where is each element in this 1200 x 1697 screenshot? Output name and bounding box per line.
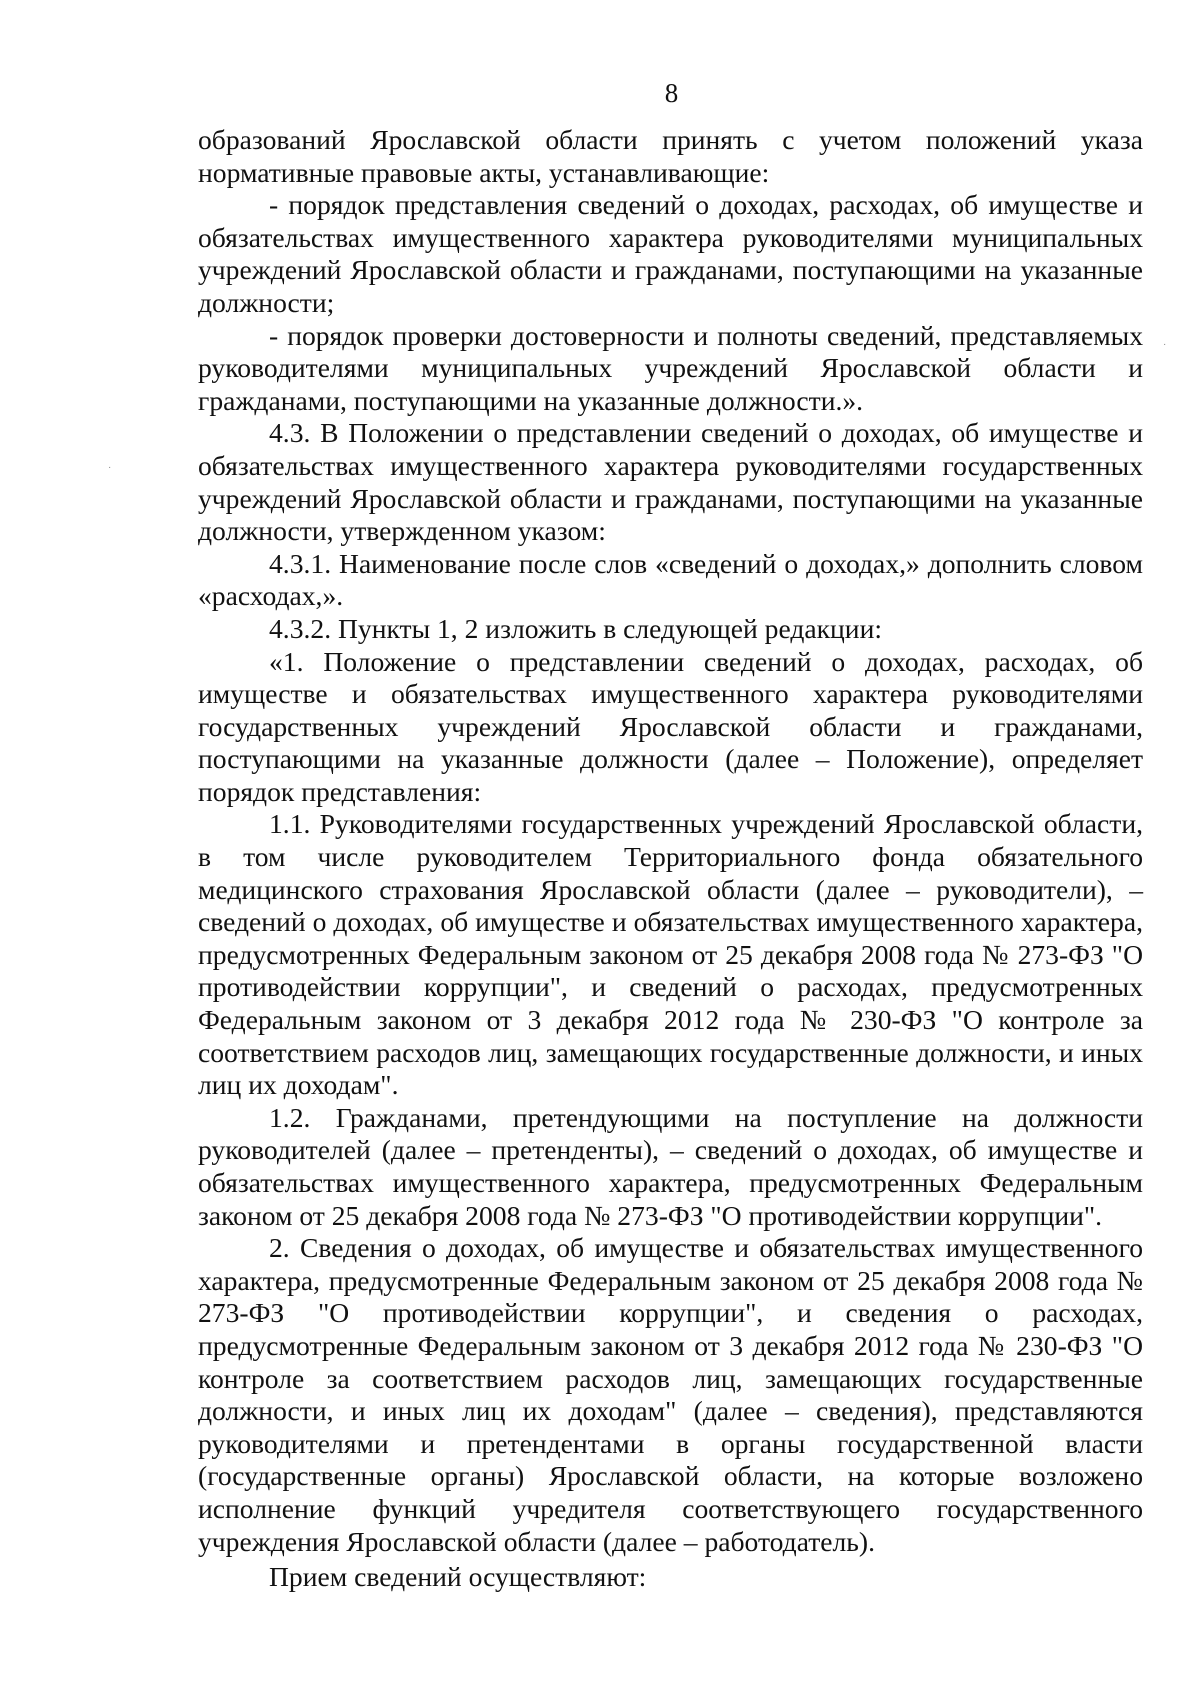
paragraph-point-1-1: 1.1. Руководителями государственных учреждений Ярославской области, в том числе руководителем Территориального фонда обязательного медицинского страхования Ярославской области (далее – руководители), – сведений о доходах, об имуществе и обязательствах имущественного характера, предусмотренных Федеральным законом от 25 декабря 2008 года № 273-ФЗ "О противодействии коррупции", и сведений о расходах, предусмотренных Федеральным законом от 3 декабря 2012 года № 230-ФЗ "О контроле за соответствием расходов лиц, замещающих государственные должности, и иных лиц их доходам". xyxy=(198,808,1143,1101)
paragraph-list-item-verification-procedure: - порядок проверки достоверности и полноты сведений, представляемых руководителями муниципальных учреждений Ярославской области и гражданами, поступающими на указанные должности.». xyxy=(198,319,1143,416)
page-number: 8 xyxy=(664,78,679,108)
paragraph-clause-4-3-2: 4.3.2. Пункты 1, 2 изложить в следующей редакции: xyxy=(269,612,883,644)
paragraph-clause-4-3: 4.3. В Положении о представлении сведений о доходах, об имуществе и обязательствах имущественного характера руководителями государственных учреждений Ярославской области и гражданами, поступающими на указанные должности, утвержденном указом: xyxy=(198,417,1143,547)
paragraph-point-2: 2. Сведения о доходах, об имуществе и обязательствах имущественного характера, предусмотренные Федеральным законом от 25 декабря 2008 года № 273-ФЗ "О противодействии коррупции", и сведения о расходах, предусмотренные Федеральным законом от 3 декабря 2012 года № 230-ФЗ "О контроле за соответствием расходов лиц, замещающих государственные должности, и иных лиц их доходам" (далее – сведения), представляются руководителями и претендентами в органы государственной власти (государственные органы) Ярославской области, на которые возложено исполнение функций учредителя соответствующего государственного учреждения Ярославской области (далее – работодатель). xyxy=(198,1232,1143,1557)
paragraph-point-1-2: 1.2. Гражданами, претендующими на поступление на должности руководителей (далее – претенденты), – сведений о доходах, об имуществе и обязательствах имущественного характера, предусмотренных Федеральным законом от 25 декабря 2008 года № 273-ФЗ "О противодействии коррупции". xyxy=(198,1101,1143,1231)
paragraph-receipt-of-information: Прием сведений осуществляют: xyxy=(269,1561,647,1593)
paragraph-clause-4-3-1: 4.3.1. Наименование после слов «сведений о доходах,» дополнить словом «расходах,». xyxy=(198,547,1143,612)
document-body xyxy=(198,124,1143,1594)
paragraph-point-1: «1. Положение о представлении сведений о доходах, расходах, об имуществе и обязательствах имущественного характера руководителями государственных учреждений Ярославской области и гражданами, поступающими на указанные должности (далее – Положение), определяет порядок представления: xyxy=(198,645,1143,807)
scan-speck: · xyxy=(1163,339,1167,350)
paragraph-list-item-reporting-procedure: - порядок представления сведений о доходах, расходах, об имуществе и обязательствах имущественного характера руководителями муниципальных учреждений Ярославской области и гражданами, поступающими на указанные должности; xyxy=(198,189,1143,318)
scan-speck: · xyxy=(108,462,112,473)
paragraph-continuation: образований Ярославской области принять с учетом положений указа нормативные правовые акты, устанавливающие: xyxy=(198,124,1143,188)
